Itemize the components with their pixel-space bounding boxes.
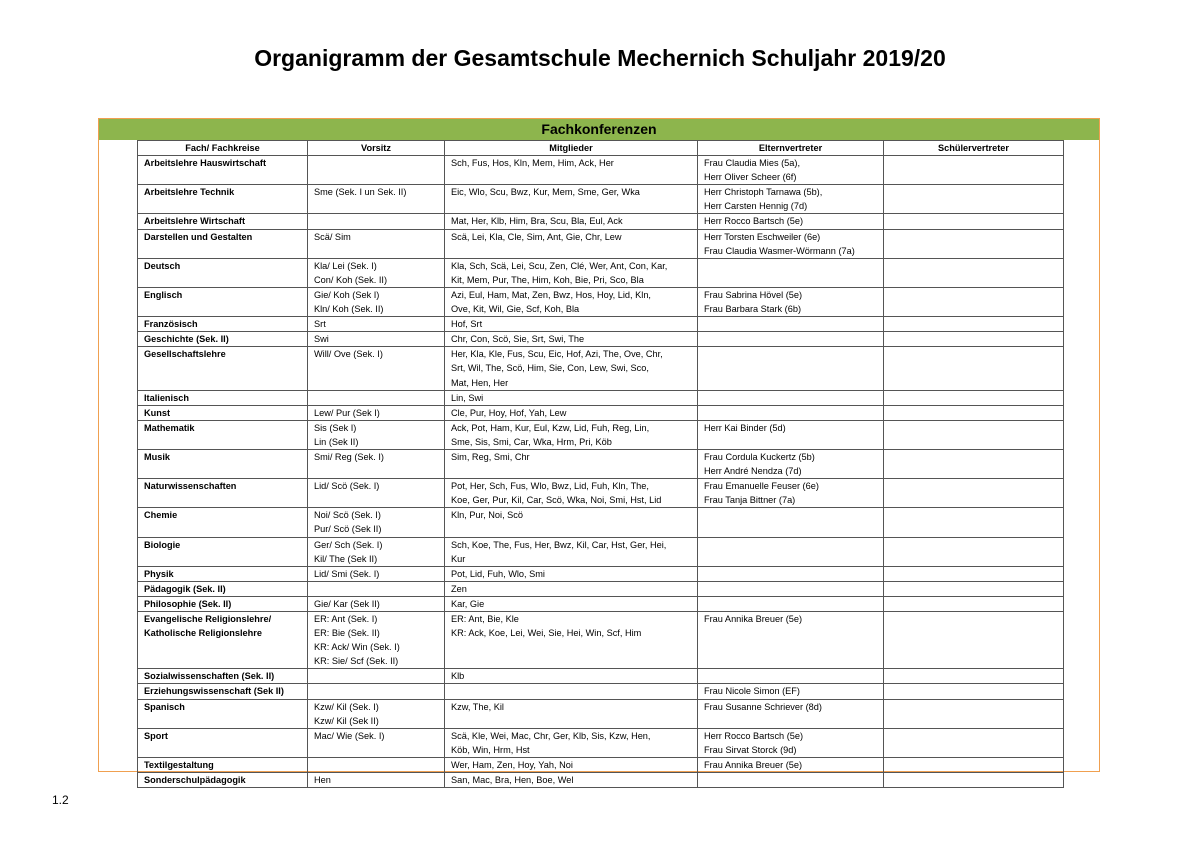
cell-mitglieder	[445, 258, 698, 287]
cell-line: Lew/ Pur (Sek I)	[314, 407, 380, 418]
cell-line: Frau Tanja Bittner (7a)	[704, 495, 796, 506]
cell-line: Scä, Kle, Wei, Mac, Chr, Ger, Klb, Sis, Kzw, Hen,	[451, 730, 651, 741]
cell-elternvertreter	[698, 287, 884, 316]
cell-fach	[138, 347, 308, 390]
page-number: 1.2	[52, 793, 69, 807]
table-body	[138, 156, 1064, 788]
cell-schuelervertreter	[884, 508, 1064, 537]
table-row	[138, 185, 1064, 214]
cell-schuelervertreter	[884, 347, 1064, 390]
cell-line: Her, Kla, Kle, Fus, Scu, Eic, Hof, Azi, The, Ove, Chr,	[451, 349, 663, 360]
cell-line: Englisch	[144, 289, 183, 300]
cell-fach	[138, 258, 308, 287]
page-title: Organigramm der Gesamtschule Mechernich Schuljahr 2019/20	[254, 45, 946, 71]
cell-line: Geschichte (Sek. II)	[144, 334, 229, 345]
cell-line: Kur	[451, 553, 466, 564]
cell-fach	[138, 317, 308, 332]
cell-mitglieder	[445, 449, 698, 478]
cell-line: Kln/ Koh (Sek. II)	[314, 304, 384, 315]
cell-line: ER: Bie (Sek. II)	[314, 628, 380, 639]
cell-vorsitz	[308, 566, 445, 581]
cell-mitglieder	[445, 581, 698, 596]
cell-vorsitz	[308, 479, 445, 508]
cell-line: Italienisch	[144, 392, 189, 403]
cell-line: Gie/ Koh (Sek I)	[314, 289, 380, 300]
cell-line: KR: Ack, Koe, Lei, Wei, Sie, Hei, Win, Scf, Him	[451, 628, 642, 639]
cell-line: Kln, Pur, Noi, Scö	[451, 510, 524, 521]
cell-mitglieder	[445, 669, 698, 684]
cell-elternvertreter	[698, 347, 884, 390]
cell-mitglieder	[445, 612, 698, 669]
cell-line: Frau Barbara Stark (6b)	[704, 304, 802, 315]
cell-line: Frau Sirvat Storck (9d)	[704, 744, 797, 755]
table-row	[138, 508, 1064, 537]
cell-fach	[138, 537, 308, 566]
cell-line: Spanisch	[144, 701, 185, 712]
cell-vorsitz	[308, 669, 445, 684]
fachkonferenzen-banner: Fachkonferenzen	[99, 119, 1099, 140]
header-vorsitz: Vorsitz	[308, 141, 445, 156]
cell-mitglieder	[445, 185, 698, 214]
cell-line: Arbeitslehre Technik	[144, 187, 235, 198]
cell-line: Philosophie (Sek. II)	[144, 598, 232, 609]
cell-elternvertreter	[698, 479, 884, 508]
cell-vorsitz	[308, 581, 445, 596]
cell-mitglieder	[445, 405, 698, 420]
cell-line: Sis (Sek I)	[314, 422, 357, 433]
cell-line: Ove, Kit, Wil, Gie, Scf, Koh, Bla	[451, 304, 580, 315]
cell-line: Ger/ Sch (Sek. I)	[314, 539, 383, 550]
cell-line: Kzw/ Kil (Sek II)	[314, 715, 379, 726]
table-row	[138, 479, 1064, 508]
cell-schuelervertreter	[884, 405, 1064, 420]
cell-vorsitz	[308, 214, 445, 229]
cell-mitglieder	[445, 728, 698, 757]
fachkonferenzen-table	[137, 140, 1064, 788]
cell-line: Wer, Ham, Zen, Hoy, Yah, Noi	[451, 759, 573, 770]
cell-schuelervertreter	[884, 258, 1064, 287]
cell-line: Physik	[144, 568, 174, 579]
cell-line: Herr Torsten Eschweiler (6e)	[704, 231, 821, 242]
cell-line: Textilgestaltung	[144, 759, 214, 770]
cell-mitglieder	[445, 699, 698, 728]
cell-elternvertreter	[698, 390, 884, 405]
cell-elternvertreter	[698, 185, 884, 214]
header-elternvertreter: Elternvertreter	[698, 141, 884, 156]
cell-mitglieder	[445, 317, 698, 332]
cell-vorsitz	[308, 684, 445, 699]
cell-line: Sonderschulpädagogik	[144, 775, 246, 786]
cell-elternvertreter	[698, 612, 884, 669]
cell-line: Kunst	[144, 407, 171, 418]
cell-line: Frau Susanne Schriever (8d)	[704, 701, 822, 712]
cell-line: Sch, Koe, The, Fus, Her, Bwz, Kil, Car, Hst, Ger, Hei,	[451, 539, 667, 550]
table-row	[138, 258, 1064, 287]
cell-line: Zen	[451, 583, 467, 594]
cell-fach	[138, 581, 308, 596]
cell-elternvertreter	[698, 728, 884, 757]
table-row	[138, 699, 1064, 728]
cell-elternvertreter	[698, 684, 884, 699]
cell-mitglieder	[445, 214, 698, 229]
cell-line: Köb, Win, Hrm, Hst	[451, 744, 530, 755]
table-row	[138, 596, 1064, 611]
cell-line: Herr Oliver Scheer (6f)	[704, 172, 797, 183]
cell-line: KR: Sie/ Scf (Sek. II)	[314, 656, 399, 667]
cell-fach	[138, 287, 308, 316]
cell-schuelervertreter	[884, 596, 1064, 611]
cell-mitglieder	[445, 757, 698, 772]
cell-line: Kil/ The (Sek II)	[314, 553, 378, 564]
cell-elternvertreter	[698, 757, 884, 772]
cell-schuelervertreter	[884, 684, 1064, 699]
cell-vorsitz	[308, 612, 445, 669]
cell-vorsitz	[308, 229, 445, 258]
cell-mitglieder	[445, 684, 698, 699]
cell-vorsitz	[308, 757, 445, 772]
cell-line: Sch, Fus, Hos, Kln, Mem, Him, Ack, Her	[451, 158, 614, 169]
cell-line: Pot, Her, Sch, Fus, Wlo, Bwz, Lid, Fuh, Kln, The,	[451, 481, 649, 492]
cell-line: Azi, Eul, Ham, Mat, Zen, Bwz, Hos, Hoy, Lid, Kln,	[451, 289, 651, 300]
table-row	[138, 669, 1064, 684]
cell-line: San, Mac, Bra, Hen, Boe, Wel	[451, 775, 574, 786]
cell-line: Cle, Pur, Hoy, Hof, Yah, Lew	[451, 407, 567, 418]
cell-schuelervertreter	[884, 332, 1064, 347]
cell-mitglieder	[445, 596, 698, 611]
cell-schuelervertreter	[884, 669, 1064, 684]
cell-line: Mac/ Wie (Sek. I)	[314, 730, 385, 741]
cell-fach	[138, 773, 308, 788]
cell-fach	[138, 156, 308, 185]
cell-elternvertreter	[698, 596, 884, 611]
table-row	[138, 287, 1064, 316]
table-row	[138, 537, 1064, 566]
cell-line: Lid/ Scö (Sek. I)	[314, 481, 380, 492]
cell-schuelervertreter	[884, 566, 1064, 581]
cell-vorsitz	[308, 420, 445, 449]
cell-schuelervertreter	[884, 229, 1064, 258]
cell-fach	[138, 185, 308, 214]
cell-line: Darstellen und Gestalten	[144, 231, 253, 242]
cell-line: Mathematik	[144, 422, 195, 433]
cell-fach	[138, 699, 308, 728]
cell-line: Srt	[314, 319, 326, 330]
cell-line: Arbeitslehre Hauswirtschaft	[144, 158, 267, 169]
cell-line: Ack, Pot, Ham, Kur, Eul, Kzw, Lid, Fuh, Reg, Lin,	[451, 422, 650, 433]
cell-elternvertreter	[698, 258, 884, 287]
cell-line: Pot, Lid, Fuh, Wlo, Smi	[451, 568, 545, 579]
cell-line: Klb	[451, 671, 465, 682]
cell-fach	[138, 332, 308, 347]
cell-mitglieder	[445, 229, 698, 258]
cell-schuelervertreter	[884, 757, 1064, 772]
cell-schuelervertreter	[884, 390, 1064, 405]
table-row	[138, 332, 1064, 347]
cell-line: Kzw/ Kil (Sek. I)	[314, 701, 379, 712]
cell-vorsitz	[308, 773, 445, 788]
cell-elternvertreter	[698, 317, 884, 332]
cell-schuelervertreter	[884, 479, 1064, 508]
header-mitglieder: Mitglieder	[445, 141, 698, 156]
cell-schuelervertreter	[884, 773, 1064, 788]
cell-schuelervertreter	[884, 728, 1064, 757]
cell-vorsitz	[308, 405, 445, 420]
cell-mitglieder	[445, 287, 698, 316]
table-row	[138, 156, 1064, 185]
cell-fach	[138, 405, 308, 420]
cell-schuelervertreter	[884, 699, 1064, 728]
cell-line: Arbeitslehre Wirtschaft	[144, 216, 246, 227]
cell-line: Pur/ Scö (Sek II)	[314, 524, 382, 535]
cell-schuelervertreter	[884, 581, 1064, 596]
cell-line: Herr André Nendza (7d)	[704, 466, 802, 477]
table-row	[138, 317, 1064, 332]
table-row	[138, 757, 1064, 772]
cell-line: Evangelische Religionslehre/	[144, 614, 272, 624]
cell-fach	[138, 214, 308, 229]
cell-vorsitz	[308, 508, 445, 537]
cell-line: Herr Christoph Tarnawa (5b),	[704, 187, 823, 198]
cell-line: Scä, Lei, Kla, Cle, Sim, Ant, Gie, Chr, Lew	[451, 231, 622, 242]
cell-fach	[138, 449, 308, 478]
cell-line: Sim, Reg, Smi, Chr	[451, 451, 530, 462]
cell-vorsitz	[308, 449, 445, 478]
header-fach: Fach/ Fachkreise	[138, 141, 308, 156]
cell-vorsitz	[308, 332, 445, 347]
cell-line: Sme, Sis, Smi, Car, Wka, Hrm, Pri, Köb	[451, 436, 612, 447]
table-row	[138, 347, 1064, 390]
cell-mitglieder	[445, 537, 698, 566]
cell-line: Scä/ Sim	[314, 231, 351, 242]
cell-mitglieder	[445, 508, 698, 537]
table-row	[138, 581, 1064, 596]
cell-elternvertreter	[698, 214, 884, 229]
cell-elternvertreter	[698, 420, 884, 449]
cell-mitglieder	[445, 773, 698, 788]
cell-fach	[138, 684, 308, 699]
table-row	[138, 728, 1064, 757]
cell-fach	[138, 669, 308, 684]
cell-line: Koe, Ger, Pur, Kil, Car, Scö, Wka, Noi, Smi, Hst, Lid	[451, 495, 662, 506]
cell-elternvertreter	[698, 229, 884, 258]
cell-line: Frau Nicole Simon (EF)	[704, 686, 800, 697]
cell-mitglieder	[445, 156, 698, 185]
cell-vorsitz	[308, 185, 445, 214]
cell-schuelervertreter	[884, 185, 1064, 214]
cell-mitglieder	[445, 332, 698, 347]
table-row	[138, 566, 1064, 581]
table-row	[138, 684, 1064, 699]
cell-fach	[138, 420, 308, 449]
cell-line: Sme (Sek. I un Sek. II)	[314, 187, 407, 198]
cell-line: Sozialwissenschaften (Sek. II)	[144, 671, 275, 682]
cell-line: Musik	[144, 451, 171, 462]
cell-line: Mat, Her, Klb, Him, Bra, Scu, Bla, Eul, Ack	[451, 216, 623, 227]
table-row	[138, 773, 1064, 788]
cell-schuelervertreter	[884, 537, 1064, 566]
cell-schuelervertreter	[884, 156, 1064, 185]
cell-line: Lin, Swi	[451, 392, 484, 403]
cell-fach	[138, 612, 308, 669]
cell-fach	[138, 229, 308, 258]
cell-line: Lid/ Smi (Sek. I)	[314, 568, 380, 579]
cell-line: Gesellschaftslehre	[144, 349, 226, 360]
cell-line: Mat, Hen, Her	[451, 377, 509, 388]
cell-vorsitz	[308, 156, 445, 185]
cell-vorsitz	[308, 317, 445, 332]
table-row	[138, 229, 1064, 258]
cell-mitglieder	[445, 420, 698, 449]
table-row	[138, 449, 1064, 478]
cell-line: Sport	[144, 730, 168, 741]
cell-elternvertreter	[698, 581, 884, 596]
cell-fach	[138, 508, 308, 537]
cell-line: ER: Ant (Sek. I)	[314, 614, 378, 624]
cell-line: Frau Claudia Mies (5a),	[704, 158, 800, 169]
cell-line: Erziehungswissenschaft (Sek II)	[144, 686, 284, 697]
cell-line: Srt, Wil, The, Scö, Him, Sie, Con, Lew, Swi, Sco,	[451, 363, 649, 374]
header-schuelervertreter: Schülervertreter	[884, 141, 1064, 156]
cell-line: Kla/ Lei (Sek. I)	[314, 260, 377, 271]
table-row	[138, 405, 1064, 420]
cell-vorsitz	[308, 347, 445, 390]
cell-elternvertreter	[698, 699, 884, 728]
cell-fach	[138, 596, 308, 611]
cell-schuelervertreter	[884, 214, 1064, 229]
cell-line: Herr Carsten Hennig (7d)	[704, 201, 808, 212]
cell-elternvertreter	[698, 537, 884, 566]
cell-line: Frau Emanuelle Feuser (6e)	[704, 481, 819, 492]
cell-mitglieder	[445, 347, 698, 390]
cell-fach	[138, 479, 308, 508]
cell-line: KR: Ack/ Win (Sek. I)	[314, 642, 400, 653]
table-header-row	[138, 141, 1064, 156]
fachkonferenzen-frame	[98, 118, 1100, 786]
cell-elternvertreter	[698, 156, 884, 185]
cell-line: Frau Sabrina Hövel (5e)	[704, 289, 803, 300]
cell-line: Katholische Religionslehre	[144, 628, 262, 639]
cell-schuelervertreter	[884, 317, 1064, 332]
cell-line: Hen	[314, 775, 331, 786]
cell-vorsitz	[308, 728, 445, 757]
cell-fach	[138, 390, 308, 405]
cell-line: Kar, Gie	[451, 598, 485, 609]
cell-line: Kla, Sch, Scä, Lei, Scu, Zen, Clé, Wer, Ant, Con, Kar,	[451, 260, 668, 271]
cell-line: Frau Cordula Kuckertz (5b)	[704, 451, 815, 462]
cell-line: Herr Rocco Bartsch (5e)	[704, 216, 804, 227]
cell-vorsitz	[308, 390, 445, 405]
cell-line: Smi/ Reg (Sek. I)	[314, 451, 384, 462]
cell-line: Naturwissenschaften	[144, 481, 237, 492]
cell-line: Con/ Koh (Sek. II)	[314, 274, 388, 285]
cell-line: Biologie	[144, 539, 181, 550]
cell-vorsitz	[308, 258, 445, 287]
cell-mitglieder	[445, 566, 698, 581]
cell-schuelervertreter	[884, 449, 1064, 478]
cell-line: Herr Rocco Bartsch (5e)	[704, 730, 804, 741]
cell-vorsitz	[308, 287, 445, 316]
cell-vorsitz	[308, 537, 445, 566]
cell-line: Frau Claudia Wasmer-Wörmann (7a)	[704, 245, 855, 256]
cell-line: Herr Kai Binder (5d)	[704, 422, 786, 433]
cell-elternvertreter	[698, 332, 884, 347]
cell-line: Swi	[314, 334, 329, 345]
cell-schuelervertreter	[884, 612, 1064, 669]
cell-elternvertreter	[698, 566, 884, 581]
cell-line: Frau Annika Breuer (5e)	[704, 759, 803, 770]
cell-vorsitz	[308, 596, 445, 611]
cell-elternvertreter	[698, 449, 884, 478]
cell-line: Chemie	[144, 510, 178, 521]
cell-fach	[138, 728, 308, 757]
cell-elternvertreter	[698, 405, 884, 420]
cell-line: Französisch	[144, 319, 198, 330]
cell-elternvertreter	[698, 508, 884, 537]
table-row	[138, 390, 1064, 405]
cell-line: Gie/ Kar (Sek II)	[314, 598, 380, 609]
cell-line: ER: Ant, Bie, Kle	[451, 614, 519, 624]
cell-line: Kit, Mem, Pur, The, Him, Koh, Bie, Pri, Sco, Bla	[451, 274, 644, 285]
cell-schuelervertreter	[884, 287, 1064, 316]
cell-elternvertreter	[698, 773, 884, 788]
cell-line: Noi/ Scö (Sek. I)	[314, 510, 381, 521]
table-row	[138, 612, 1064, 669]
cell-elternvertreter	[698, 669, 884, 684]
cell-line: Eic, Wlo, Scu, Bwz, Kur, Mem, Sme, Ger, Wka	[451, 187, 640, 198]
cell-vorsitz	[308, 699, 445, 728]
cell-mitglieder	[445, 479, 698, 508]
table-row	[138, 420, 1064, 449]
cell-line: Hof, Srt	[451, 319, 483, 330]
cell-mitglieder	[445, 390, 698, 405]
cell-line: Will/ Ove (Sek. I)	[314, 349, 383, 360]
cell-schuelervertreter	[884, 420, 1064, 449]
cell-fach	[138, 566, 308, 581]
cell-line: Pädagogik (Sek. II)	[144, 583, 226, 594]
table-row	[138, 214, 1064, 229]
cell-fach	[138, 757, 308, 772]
cell-line: Kzw, The, Kil	[451, 701, 504, 712]
cell-line: Frau Annika Breuer (5e)	[704, 614, 803, 624]
cell-line: Deutsch	[144, 260, 181, 271]
cell-line: Chr, Con, Scö, Sie, Srt, Swi, The	[451, 334, 585, 345]
cell-line: Lin (Sek II)	[314, 436, 359, 447]
